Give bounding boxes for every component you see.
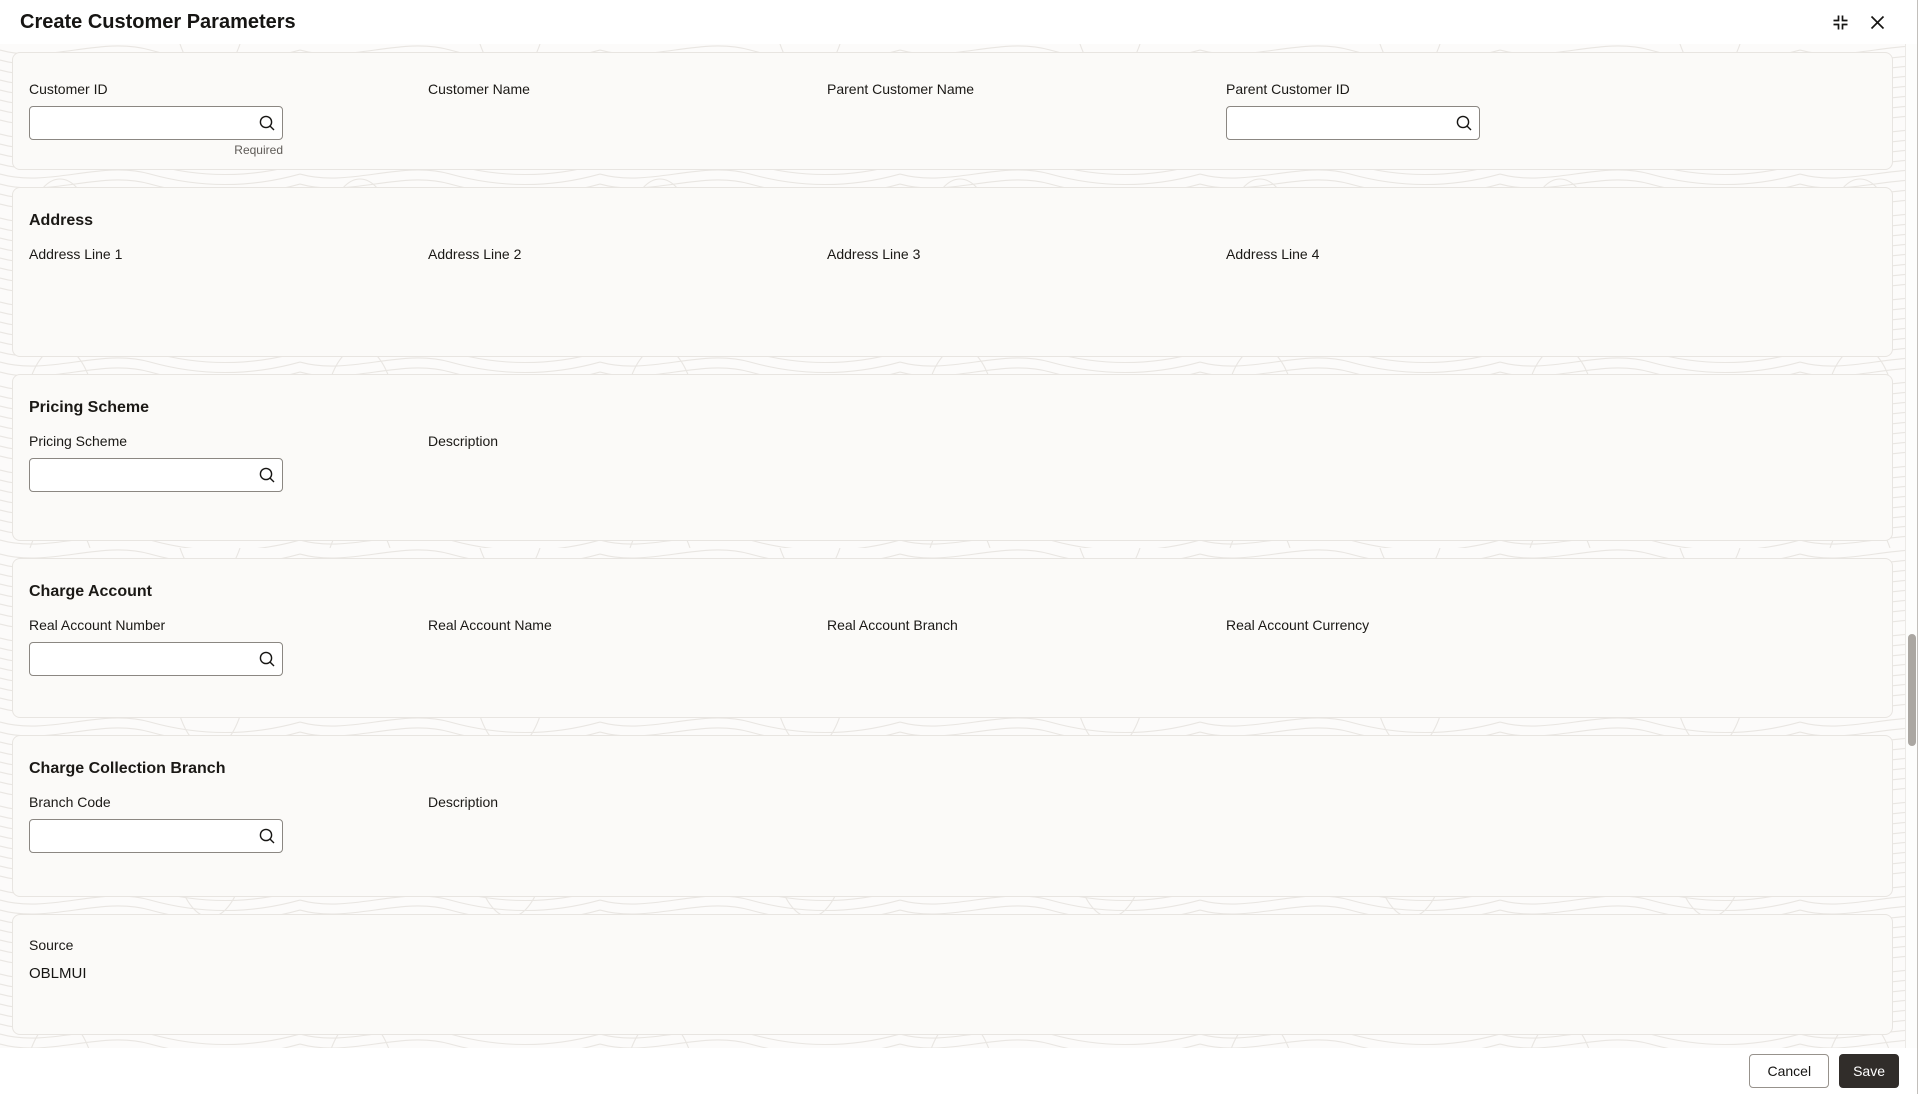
customer-id-input-box (29, 106, 283, 140)
pricing-scheme-input[interactable] (30, 459, 252, 491)
address-line-2-field (428, 246, 827, 263)
branch-code-label: Branch Code (29, 794, 111, 810)
charge-account-card (12, 558, 1893, 718)
branch-description-label: Description (428, 794, 499, 810)
pricing-scheme-card (12, 374, 1893, 541)
customer-name-label: Customer Name (428, 81, 530, 97)
real-account-number-input[interactable] (30, 643, 252, 675)
search-icon[interactable] (252, 114, 282, 132)
cancel-button[interactable]: Cancel (1749, 1054, 1829, 1088)
address-section-title: Address (29, 212, 94, 229)
branch-code-input-box (29, 819, 283, 853)
restore-window-icon (1831, 13, 1850, 32)
branch-code-input[interactable] (30, 820, 252, 852)
charge-account-section-title: Charge Account (29, 583, 152, 600)
parent-customer-name-field (827, 81, 1226, 157)
customer-id-input[interactable] (30, 107, 252, 139)
parent-customer-id-input[interactable] (1227, 107, 1449, 139)
address-line-4-field (1226, 246, 1625, 263)
address-line-1-field (29, 246, 428, 263)
pricing-description-label: Description (428, 433, 499, 449)
scrollbar-thumb[interactable] (1908, 634, 1916, 746)
real-account-branch-field (827, 617, 1226, 676)
restore-window-button[interactable] (1829, 11, 1852, 34)
form-footer (0, 1048, 1918, 1094)
search-icon[interactable] (252, 827, 282, 845)
source-label: Source (29, 937, 74, 953)
search-icon[interactable] (1449, 114, 1479, 132)
address-line-3-label: Address Line 3 (827, 246, 921, 262)
charge-collection-branch-section-title: Charge Collection Branch (29, 760, 226, 777)
customer-name-field (428, 81, 827, 157)
customer-identification-card (12, 52, 1893, 170)
parent-customer-id-input-box (1226, 106, 1480, 140)
pricing-scheme-label: Pricing Scheme (29, 433, 128, 449)
parent-customer-id-field (1226, 81, 1625, 157)
pricing-scheme-input-box (29, 458, 283, 492)
pricing-description-field (428, 433, 827, 492)
pricing-scheme-section-title: Pricing Scheme (29, 399, 150, 416)
window-controls (1829, 11, 1888, 34)
address-card (12, 187, 1893, 357)
real-account-number-field (29, 617, 428, 676)
pricing-scheme-field (29, 433, 428, 492)
card-stack (0, 44, 1918, 1035)
branch-code-field (29, 794, 428, 853)
parent-customer-id-label: Parent Customer ID (1226, 81, 1350, 97)
form-content-area (0, 44, 1918, 1048)
parent-customer-name-label: Parent Customer Name (827, 81, 975, 97)
real-account-number-label: Real Account Number (29, 617, 166, 633)
address-line-3-field (827, 246, 1226, 263)
address-line-4-label: Address Line 4 (1226, 246, 1320, 262)
search-icon[interactable] (252, 466, 282, 484)
window-header (0, 0, 1918, 44)
real-account-currency-field (1226, 617, 1625, 676)
required-hint: Required (234, 143, 283, 157)
save-button[interactable]: Save (1839, 1054, 1899, 1088)
real-account-currency-label: Real Account Currency (1226, 617, 1370, 633)
page-title: Create Customer Parameters (20, 10, 296, 33)
customer-id-field (29, 81, 428, 157)
branch-description-field (428, 794, 827, 853)
source-value: OBLMUI (29, 965, 87, 982)
address-line-2-label: Address Line 2 (428, 246, 522, 262)
close-window-button[interactable] (1867, 12, 1888, 33)
charge-collection-branch-card (12, 735, 1893, 897)
real-account-name-field (428, 617, 827, 676)
close-icon (1869, 14, 1886, 31)
source-card (12, 914, 1893, 1035)
search-icon[interactable] (252, 650, 282, 668)
customer-id-label: Customer ID (29, 81, 108, 97)
real-account-number-input-box (29, 642, 283, 676)
real-account-branch-label: Real Account Branch (827, 617, 958, 633)
address-line-1-label: Address Line 1 (29, 246, 123, 262)
real-account-name-label: Real Account Name (428, 617, 552, 633)
